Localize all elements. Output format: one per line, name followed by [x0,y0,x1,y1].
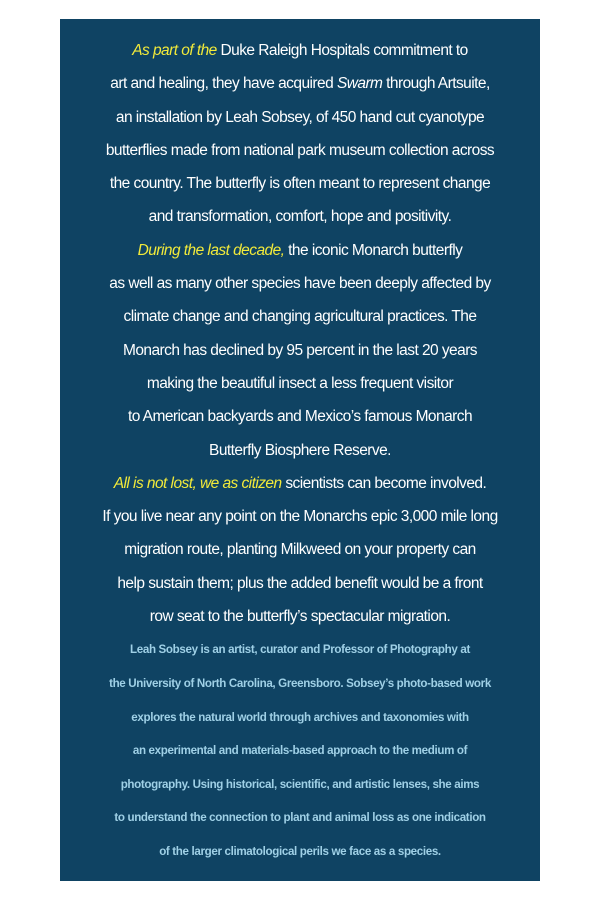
text-line [68,34,532,67]
lead-in: All is not lost, we as citizen [113,474,282,492]
text-line: the country. The butterfly is often meant to represent change [109,175,491,193]
bio-line: photography. Using historical, scientific, and artistic lenses, she aims [120,777,480,791]
bio-line: of the larger climatological perils we face as a species. [159,844,441,858]
text-fragment: scientists can become involved. [281,474,487,492]
text-line: row seat to the butterfly’s spectacular migration. [149,608,451,626]
text-line: and transformation, comfort, hope and positivity. [148,208,452,226]
artwork-title: Swarm [336,75,383,93]
bio-line: the University of North Carolina, Greensboro. Sobsey’s photo-based work [109,676,491,690]
text-fragment: the iconic Monarch butterfly [284,241,463,259]
citizen-science-paragraph [60,467,540,633]
text-fragment: Duke Raleigh Hospitals commitment to [216,42,468,59]
bio-line: Leah Sobsey is an artist, curator and Professor of Photography at [130,643,470,657]
text-line: help sustain them; plus the added benefit would be a front [117,574,483,592]
text-fragment: through Artsuite, [382,75,490,93]
text-line: as well as many other species have been deeply affected by [109,275,491,293]
text-line: Butterfly Biosphere Reserve. [209,441,391,459]
text-fragment: art and healing, they have acquired [110,75,337,93]
text-line: climate change and changing agricultural practices. The [123,308,477,326]
bio-line: explores the natural world through archives and taxonomies with [131,710,469,724]
text-line: an installation by Leah Sobsey, of 450 hand cut cyanotype [115,108,485,126]
text-line: making the beautiful insect a less frequent visitor [146,374,454,392]
text-panel [60,19,540,881]
text-line: If you live near any point on the Monarchs epic 3,000 mile long [102,508,498,526]
text-line: butterflies made from national park museum collection across [105,141,495,159]
lead-in: As part of the [132,42,217,59]
artist-bio [60,633,540,868]
text-line [68,234,532,267]
text-line [68,67,532,100]
monarch-paragraph [60,234,540,467]
text-line: to American backyards and Mexico’s famous Monarch [127,408,473,426]
lead-in: During the last decade, [137,241,285,259]
text-line: migration route, planting Milkweed on your property can [124,541,476,559]
bio-line: to understand the connection to plant and animal loss as one indication [114,811,486,825]
bio-line: an experimental and materials-based approach to the medium of [132,744,468,758]
text-line: Monarch has declined by 95 percent in the last 20 years [122,341,478,359]
text-line [68,467,532,500]
intro-paragraph [60,34,540,234]
